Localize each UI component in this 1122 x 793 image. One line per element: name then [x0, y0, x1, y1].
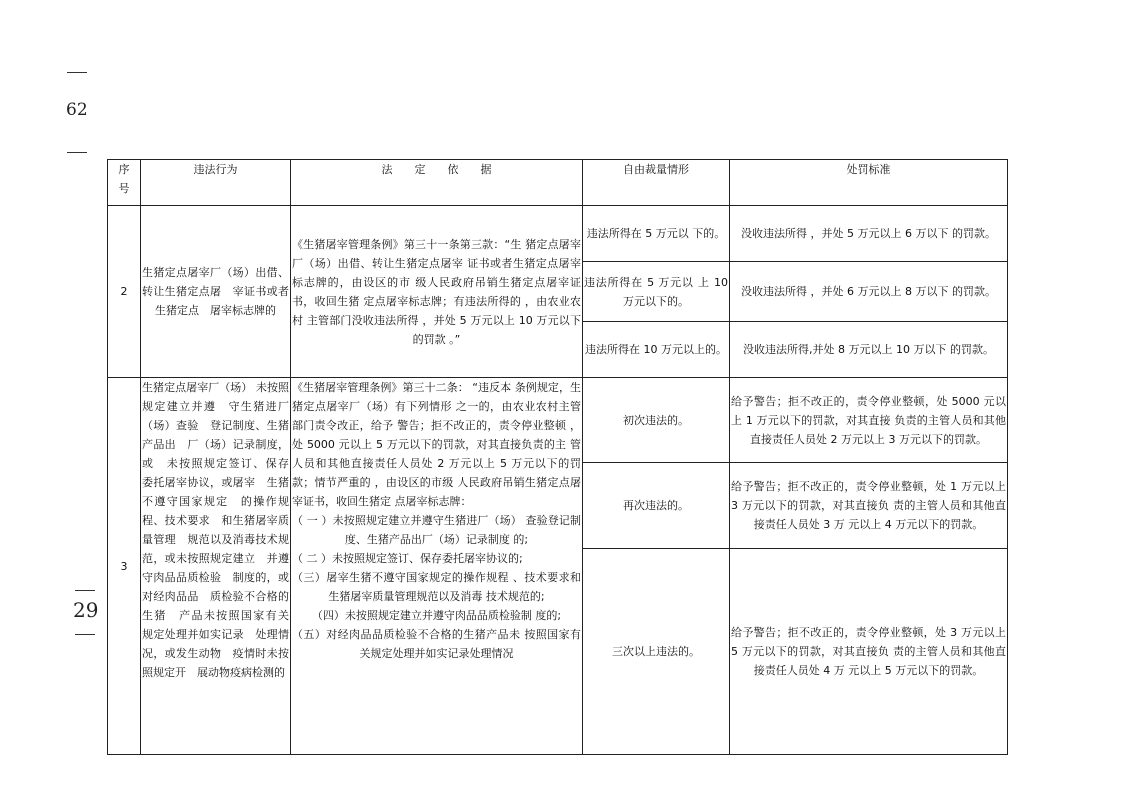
row2-situation-2: 违法所得在 5 万元以 上 10 万元以下的。 — [583, 262, 730, 322]
row2-situation-3: 违法所得在 10 万元以上的。 — [583, 322, 730, 378]
table-header-row — [108, 160, 1008, 206]
row3-situation-1: 初次违法的。 — [583, 378, 730, 463]
row2-standard-3: 没收违法所得,并处 8 万元以上 10 万以下 的罚款。 — [730, 322, 1008, 378]
row3-standard-3: 给予警告；拒不改正的，责令停业整顿，处 3 万元以上 5 万元以下的罚款，对其直接负 责的主管人员和其他直接责任人员处 4 万 元以上 5 万元以下的罚款。 — [730, 549, 1008, 755]
row3-basis-item-5: （五）对经肉品品质检验不合格的生猪产品未 按照国家有关规定处理并如实记录处理情况 — [292, 628, 581, 660]
row2-standard-1: 没收违法所得 ，并处 5 万元以上 6 万以下 的罚款。 — [730, 206, 1008, 262]
row3-basis-item-4: （四）未按照规定建立并遵守肉品品质检验制 度的; — [311, 609, 562, 622]
row2-violation: 生猪定点屠宰厂（场）出借、转让生猪定点屠 宰证书或者生猪定点 屠宰标志牌的 — [141, 206, 291, 378]
page-number-dash-top — [67, 72, 87, 73]
row3-violation: 生猪定点屠宰厂（场） 未按照规定建立并遵 守生猪进厂（场）查验 登记制度、生猪产品出 厂（场）记录制度，或 未按照规定签订、保存 委托屠宰协议，或屠宰 生猪不遵守国家规定 的操作规程、技术要求 和生猪屠宰质量管理 规范以及消毒技术规 范，或未按照规定建立 并遵守肉品品质检验 制度的，或对经肉品品 质检验不合格的生猪 产品未按照国家有关 规定处理并如实记录 处理情况，或发生动物 疫情时未按照规定开 展动物疫病检测的 — [141, 378, 291, 755]
row2-legal-basis: 《生猪屠宰管理条例》第三十一条第三款：“生 猪定点屠宰厂（场）出借、转让生猪定点屠宰 证书或者生猪定点屠宰标志牌的，由设区的市 级人民政府吊销生猪定点屠宰证书，收回生猪 定点屠宰标志牌；有违法所得的 ，由农业农村 主管部门没收违法所得 ，并处 5 万元以上 10 万元以下的罚款 。” — [291, 206, 583, 378]
row3-situation-2: 再次违法的。 — [583, 463, 730, 549]
page-number-dash-bottom — [67, 152, 87, 153]
row2-serial: 2 — [108, 206, 141, 378]
page-number-top: 62 — [66, 100, 88, 120]
side-number-dash-bottom — [75, 634, 95, 635]
penalty-standards-table — [107, 159, 1008, 755]
header-discretion: 自由裁量情形 — [583, 160, 730, 206]
row2-standard-2: 没收违法所得 ，并处 6 万元以上 8 万以下 的罚款。 — [730, 262, 1008, 322]
row3-legal-basis — [291, 378, 583, 755]
table-row — [108, 206, 1008, 262]
header-penalty-standard: 处罚标准 — [730, 160, 1008, 206]
row3-standard-2: 给予警告；拒不改正的，责令停业整顿，处 1 万元以上 3 万元以下的罚款，对其直接负 责的主管人员和其他直接责任人员处 3 万 元以上 4 万元以下的罚款。 — [730, 463, 1008, 549]
row3-basis-item-2: （ 二 ）未按照规定签订、保存委托屠宰协议的; — [292, 552, 523, 565]
row3-serial: 3 — [108, 378, 141, 755]
row2-situation-1: 违法所得在 5 万元以 下的。 — [583, 206, 730, 262]
row3-standard-1: 给予警告；拒不改正的，责令停业整顿，处 5000 元以上 1 万元以下的罚款，对其直接 负责的主管人员和其他直接责任人员处 2 万元以上 3 万元以下的罚款。 — [730, 378, 1008, 463]
row3-basis-intro: 《生猪屠宰管理条例》第三十二条： “违反本 条例规定，生猪定点屠宰厂（场）有下列情形 之一的，由农业农村主管部门责令改正，给予 警告；拒不改正的，责令停业整顿 ，处 5000 元以上 5 万元以下的罚款，对其直接负责的主 管人员和其他直接责任人员处 2 万元以上 5 万元以下的罚款；情节严重的 ，由设区的市级 人民政府吊销生猪定点屠宰证书，收回生猪定 点屠宰标志牌： — [292, 381, 581, 508]
side-number-dash-top — [75, 590, 95, 591]
header-violation: 违法行为 — [141, 160, 291, 206]
table-row — [108, 378, 1008, 463]
row3-situation-3: 三次以上违法的。 — [583, 549, 730, 755]
page-number-side: 29 — [73, 598, 99, 622]
header-legal-basis: 法 定 依 据 — [291, 160, 583, 206]
row3-basis-item-1: （ 一 ）未按照规定建立并遵守生猪进厂（场） 查验登记制度、生猪产品出厂（场）记录制度 的; — [292, 514, 581, 546]
header-serial-number: 序 号 — [108, 160, 141, 206]
row3-basis-item-3: （三）屠宰生猪不遵守国家规定的操作规程 、技术要求和生猪屠宰质量管理规范以及消毒 技术规范的; — [292, 571, 581, 603]
